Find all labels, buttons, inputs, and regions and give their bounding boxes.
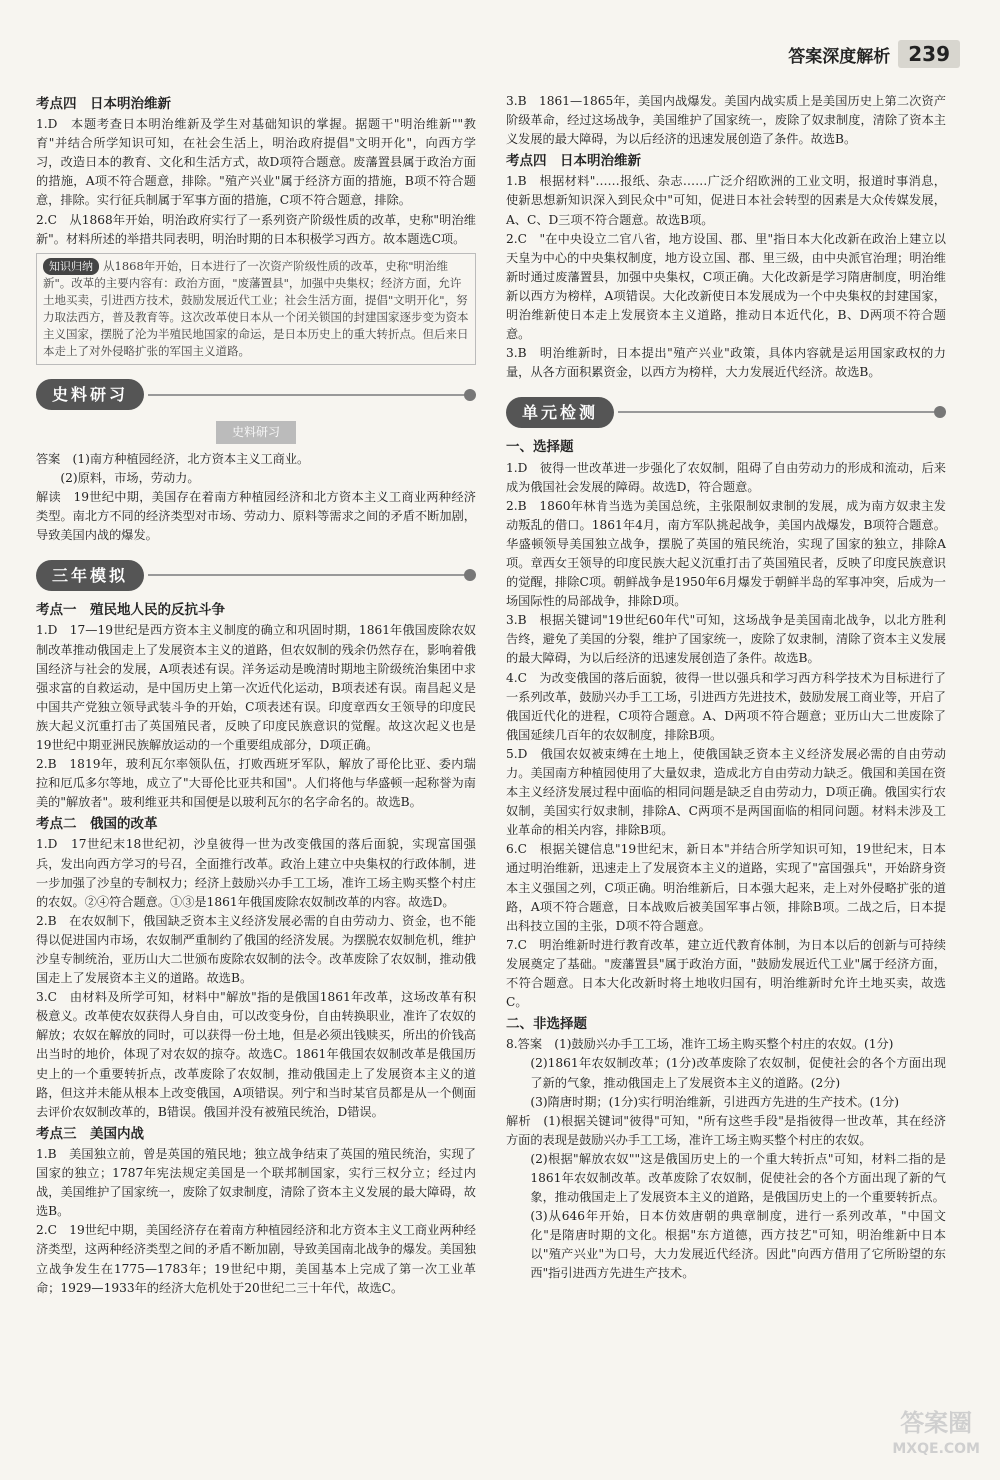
answer-paragraph: 2.C 19世纪中期，美国经济存在着南方种植园经济和北方资本主义工商业两种经济类型，这两种经济类型之间的矛盾不断加剧，导致美国南北战争的爆发。美国独立战争发生在1775—1783年；19世纪中期，美国基本上完成了第一次工业革命；1929—1933年的经济大危机处于20世纪二三十年代，故选C。: [36, 1223, 476, 1295]
answer-paragraph: 6.C 根据关键信息"19世纪末，新日本"并结合所学知识可知，19世纪末，日本通过明治维新，迅速走上了发展资本主义的道路，实现了"富国强兵"，开始跻身资本主义强国之列，C项正确。明治维新后，日本强大起来，走上对外侵略扩张的道路，A项不符合题意，日本战败后被美国军事占领，排除B项。二战之后，日本提出科技立国的主张，D项不符合题意。: [506, 842, 946, 933]
page-number: 239: [898, 40, 960, 68]
banner-dot-icon: [464, 569, 476, 581]
header-title: 答案深度解析: [788, 46, 891, 67]
section-title: 考点三 美国内战: [36, 1125, 144, 1142]
answer-paragraph: 1.B 根据材料"……报纸、杂志……广泛介绍欧洲的工业文明，报道时事消息，使新思想新知识深入到民众中"可知，促进日本社会转型的因素是大众传媒发展，A、C、D三项不符合题意。故选B项。: [506, 174, 946, 227]
watermark-line: 答案圈: [900, 1409, 973, 1437]
answer-paragraph: 1.B 美国独立前，曾是英国的殖民地；独立战争结束了英国的殖民统治，实现了国家的独立；1787年宪法规定美国是一个联邦制国家，实行三权分立；经过内战，美国维护了国家统一，废除了奴隶制度，清除了资本主义发展的最大障碍，故选B。: [36, 1146, 476, 1219]
section-title: 考点四 日本明治维新: [506, 153, 641, 170]
banner-label: 史料研习: [36, 379, 144, 410]
answer-paragraph: 1.D 17世纪末18世纪初，沙皇彼得一世为改变俄国的落后面貌，实现富国强兵，发出向西方学习的号召，全面推行改革。政治上建立中央集权的行政体制，进一步加强了沙皇的专制权力；经济上鼓励兴办手工工场，准许工场主购买整个村庄的农奴。②④符合题意。①③是1861年俄国废除农奴制改革的内容。故选D。: [36, 837, 476, 909]
section-title: 考点一 殖民地人民的反抗斗争: [36, 602, 225, 619]
right-column: [506, 92, 946, 1284]
answer-paragraph: 2.B 1819年，玻利瓦尔率领队伍，打败西班牙军队，解放了哥伦比亚、委内瑞拉和厄瓜多尔等地，成立了"大哥伦比亚共和国"。人们将他与华盛顿一起称誉为南美的"解放者"。玻利维亚共和国便是以玻利瓦尔的名字命名的。故选B。: [36, 757, 476, 810]
banner-label: 单元检测: [506, 397, 614, 428]
knowledge-tip: [36, 253, 476, 365]
section-title: 一、选择题: [506, 439, 574, 456]
answer-paragraph: 3.B 1861—1865年，美国内战爆发。美国内战实质上是美国历史上第二次资产阶级革命，经过这场战争，美国维护了国家统一，废除了奴隶制度，清除了资本主义发展的最大障碍，为以后经济的迅速发展创造了条件。故选B。: [506, 94, 946, 147]
banner-line: [148, 394, 464, 396]
answer-paragraph: (3)隋唐时期；(1分)实行明治维新，引进西方先进的生产技术。(1分): [530, 1094, 900, 1109]
watermark-logo: [892, 1410, 980, 1462]
answer-paragraph: (3)从646年开始，日本仿效唐朝的典章制度，进行一系列改革，"中国文化"是隋唐时期的文化。根据"东方道德，西方技艺"可知，明治维新中日本以"殖产兴业"为口号，大力发展近代经济。因此"向西方借用了它所盼望的东西"指引进西方先进生产技术。: [530, 1209, 946, 1281]
section-title: 考点二 俄国的改革: [36, 816, 158, 833]
section-banner: [36, 555, 476, 595]
answer-paragraph: 4.C 为改变俄国的落后面貌，彼得一世以强兵和学习西方科学技术为目标进行了一系列改革，鼓励兴办手工工场，引进西方先进技术，鼓励发展工商业等，开启了俄国近代化的进程，C项符合题意。A、D两项不符合题意；亚历山大二世废除了俄国延续几百年的农奴制度，排除B项。: [506, 670, 946, 742]
answer-paragraph: 7.C 明治维新时进行教育改革，建立近代教育体制，为日本以后的创新与可持续发展奠定了基础。"废藩置县"属于政治方面，"鼓励发展近代工业"属于经济方面，不符合题意。日本大化改新时将土地收归国有，明治维新时允许土地买卖，故选C。: [506, 937, 946, 1010]
page-header: [788, 40, 960, 68]
answer-paragraph: (2)原料，市场，劳动力。: [60, 470, 200, 485]
answer-paragraph: 1.D 17—19世纪是西方资本主义制度的确立和巩固时期，1861年俄国废除农奴制改革推动俄国走上了发展资本主义的道路，但农奴制的残余仍然存在，影响着俄国经济与社会的发展，A项表述有误。洋务运动是晚清时期地主阶级统治集团中求强求富的自救运动，是中国历史上第一次近代化运动，B项表述有误。南昌起义是中国共产党独立领导武装斗争的开始，C项表述有误。印度章西女王领导的印度民族大起义沉重打击了英国殖民者，反映了印度民族意识的觉醒。故这次起义也是19世纪中期亚洲民族解放运动的一个重要组成部分，D项正确。: [36, 623, 476, 752]
tip-label: 知识归纳: [43, 258, 99, 275]
banner-line: [148, 574, 464, 576]
banner-label: 三年模拟: [36, 560, 144, 591]
answer-paragraph: 2.B 1860年林肯当选为美国总统，主张限制奴隶制的发展，成为南方奴隶主发动叛乱的借口。1861年4月，南方军队挑起战争，美国内战爆发，B项符合题意。华盛顿领导美国独立战争，摆脱了英国的殖民统治，实现了国家的独立，排除A项。章西女王领导的印度民族大起义沉重打击了英国殖民者，反映了印度民族意识的觉醒，排除C项。朝鲜战争是1950年6月爆发于朝鲜半岛的军事冲突，后成为一场国际性的局部战争，排除D项。: [506, 498, 946, 609]
answer-paragraph: 3.C 由材料及所学可知，材料中"解放"指的是俄国1861年改革，这场改革有积极意义。改革使农奴获得人身自由，可以改变身份，自由转换职业，准许了农奴的解放；农奴在解放的同时，可以获得一份土地，但是必须出钱赎买，所出的价钱高出当时的地价，体现了对农奴的掠夺。故选C。1861年俄国农奴制改革是俄国历史上的一个重要转折点，改革废除了农奴制，推动俄国走上了发展资本主义的道路，但这并未能从根本上改变俄国，A项错误。列宁和当时某官员都是从一个侧面去评价农奴制改革的，B错误。俄国并没有被殖民统治，D错误。: [36, 990, 476, 1119]
answer-paragraph: 5.D 俄国农奴被束缚在土地上，使俄国缺乏资本主义经济发展必需的自由劳动力。美国南方种植园使用了大量奴隶，造成北方自由劳动力缺乏。俄国和美国在资本主义经济发展过程中面临的相同问题是缺乏自由劳动力，D项正确。俄国实行农奴制，美国实行奴隶制，排除A、C两项不是两国面临的相同问题。材料未涉及工业革命的相关内容，排除B项。: [506, 746, 946, 838]
banner-line: [618, 411, 934, 413]
answer-paragraph: 答案 (1)南方种植园经济，北方资本主义工商业。: [36, 451, 310, 466]
answer-paragraph: 3.B 根据关键词"19世纪60年代"可知，这场战争是美国南北战争，以北方胜利告终，避免了美国的分裂，维护了国家统一，废除了奴隶制，清除了资本主义发展的最大障碍，为以后经济的迅速发展创造了条件。故选B。: [506, 613, 946, 666]
section-title: 考点四 日本明治维新: [36, 96, 171, 112]
subsection-label: 史料研习: [216, 421, 296, 444]
answer-paragraph: 8.答案 (1)鼓励兴办手工工场，准许工场主购买整个村庄的农奴。(1分): [506, 1037, 894, 1052]
answer-paragraph: 解读 19世纪中期，美国存在着南方种植园经济和北方资本主义工商业两种经济类型。南北方不同的经济类型对市场、劳动力、原料等需求之间的矛盾不断加剧，导致美国内战的爆发。: [36, 490, 476, 543]
answer-paragraph: (2)根据"解放农奴""这是俄国历史上的一个重大转折点"可知，材料二指的是1861年农奴制改革。改革废除了农奴制，促使社会的各个方面出现了新的气象，推动俄国走上了发展资本主义的道路，是俄国历史上的一个重要转折点。: [530, 1151, 946, 1205]
subsection-box: [36, 421, 476, 444]
watermark-line: MXQE.COM: [892, 1441, 980, 1457]
answer-paragraph: (2)1861年农奴制改革；(1分)改革废除了农奴制，促使社会的各个方面出现了新的气象，推动俄国走上了发展资本主义的道路。(2分): [530, 1056, 946, 1090]
banner-dot-icon: [934, 406, 946, 418]
answer-paragraph: 2.B 在农奴制下，俄国缺乏资本主义经济发展必需的自由劳动力、资金，也不能得以促进国内市场，农奴制严重制约了俄国的经济发展。为摆脱农奴制危机，维护沙皇专制统治，亚历山大二世颁布废除农奴制的法令。改革废除了农奴制，推动俄国走上了发展资本主义的道路。故选B。: [36, 913, 476, 986]
section-title: 二、非选择题: [506, 1016, 587, 1033]
tip-text: 从1868年开始，日本进行了一次资产阶级性质的改革，史称"明治维新"。改革的主要内容有：政治方面，"废藩置县"，加强中央集权；经济方面，允许土地买卖，引进西方技术，鼓励发展近代工业；社会生活方面，提倡"文明开化"，努力取法西方，普及教育等。这次改革使日本从一个闭关锁国的封建国家逐步变为资本主义国家，摆脱了沦为半殖民地国家的命运，是日本历史上的重大转折点。但后来日本走上了对外侵略扩张的军国主义道路。: [43, 258, 469, 358]
answer-paragraph: 3.B 明治维新时，日本提出"殖产兴业"政策，具体内容就是运用国家政权的力量，从各方面积累资金，以西方为榜样，大力发展近代经济。故选B。: [506, 346, 946, 380]
section-banner: [36, 375, 476, 415]
answer-paragraph: 2.C 从1868年开始，明治政府实行了一系列资产阶级性质的改革，史称"明治维新"。材料所述的举措共同表明，明治时期的日本积极学习西方。故本题选C项。: [36, 212, 476, 246]
section-banner: [506, 392, 946, 432]
answer-paragraph: 2.C "在中央设立二官八省，地方设国、郡、里"指日本大化改新在政治上建立以天皇为中心的中央集权制度，地方设立国、郡、里三级，由中央派官治理；明治维新时通过废藩置县，加强中央集权，C项正确。大化改新是学习隋唐制度，明治维新以西方为榜样，A项错误。大化改新使日本发展成为一个中央集权的封建国家，明治维新使日本走上发展资本主义道路，推动日本近代化，B、D两项不符合题意。: [506, 231, 946, 342]
answer-paragraph: 1.D 本题考查日本明治维新及学生对基础知识的掌握。据题干"明治维新""教育"并结合所学知识可知，在社会生活上，明治政府提倡"文明开化"，向西方学习，改造日本的教育、文化和生活方式，故D项符合题意。废藩置县属于政治方面的措施，A项不符合题意，排除。"殖产兴业"属于经济方面的措施，B项不符合题意，排除。实行征兵制属于军事方面的措施，C项不符合题意，排除。: [36, 117, 476, 208]
answer-paragraph: 解析 (1)根据关键词"彼得"可知，"所有这些手段"是指彼得一世改革，其在经济方面的表现是鼓励兴办手工工场，准许工场主购买整个村庄的农奴。: [506, 1113, 946, 1147]
left-column: [36, 92, 476, 1298]
banner-dot-icon: [464, 389, 476, 401]
answer-paragraph: 1.D 彼得一世改革进一步强化了农奴制，阻碍了自由劳动力的形成和流动，后来成为俄国社会发展的障碍。故选D，符合题意。: [506, 460, 946, 494]
